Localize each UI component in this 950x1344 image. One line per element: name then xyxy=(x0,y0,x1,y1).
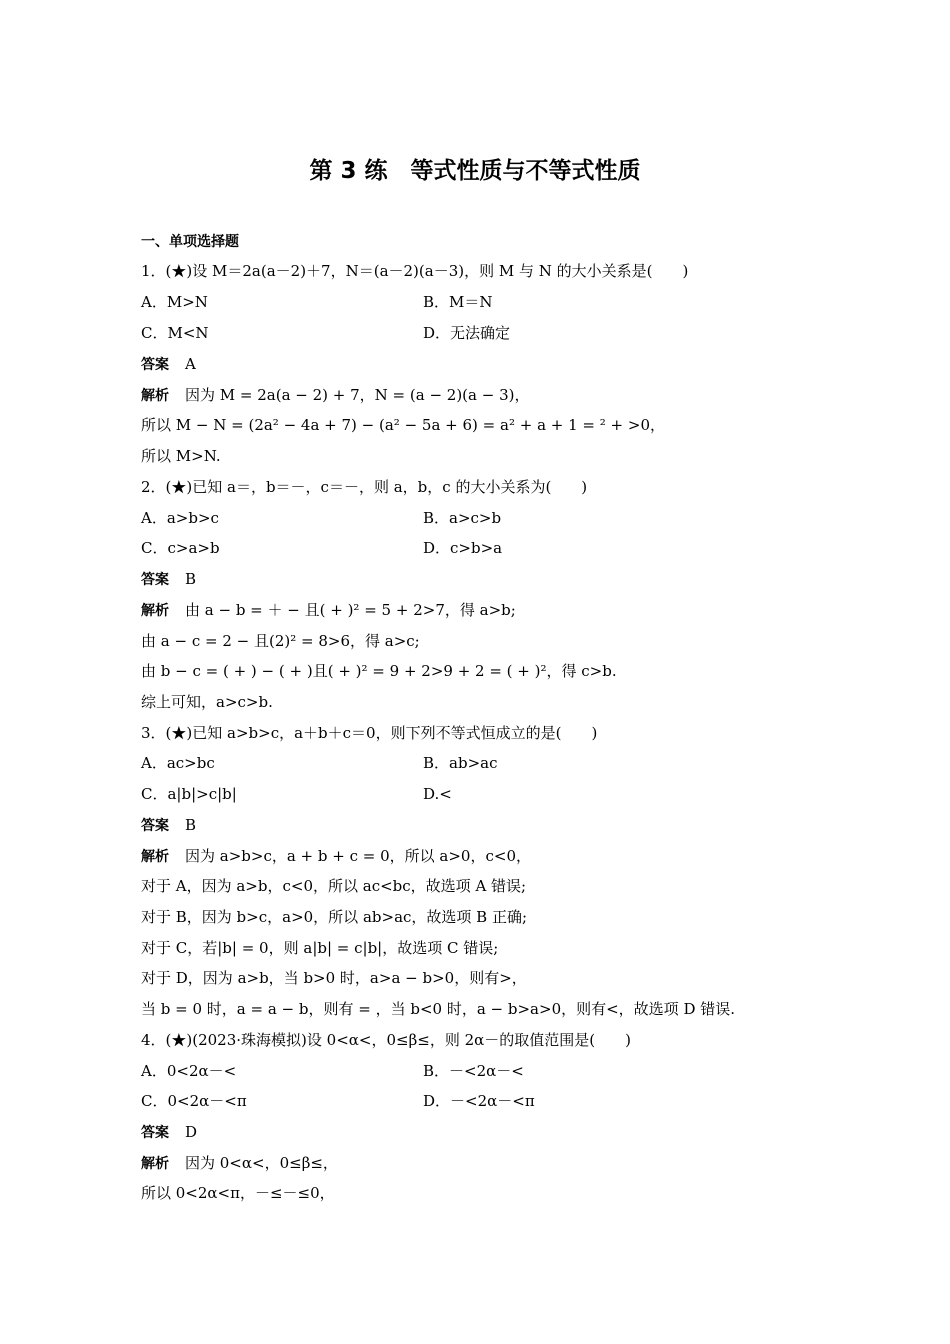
q1-analysis-line-3: 所以 M>N. xyxy=(141,447,221,465)
section-heading: 一、单项选择题 xyxy=(141,234,239,250)
q3-analysis-line-1 xyxy=(141,845,531,868)
q1-option-a: A．M>N xyxy=(141,293,208,311)
question-2-stem: 2．(★)已知 a＝，b＝－，c＝－，则 a，b，c 的大小关系为( ) xyxy=(141,478,588,496)
q1-analysis-line-2: 所以 M − N = (2a² − 4a + 7) − (a² − 5a + 6) = a² + a + 1 = ² + >0， xyxy=(141,416,665,434)
q3-option-b: B．ab>ac xyxy=(423,754,498,772)
analysis-label: 解析 xyxy=(141,388,169,404)
q4-answer-value: D xyxy=(185,1123,198,1141)
q4-analysis-line-2: 所以 0<2α<π，－≤－≤0， xyxy=(141,1184,335,1202)
q3-answer-value: B xyxy=(185,816,197,834)
question-1-stem: 1．(★)设 M＝2a(a－2)＋7，N＝(a－2)(a－3)，则 M 与 N 的大小关系是( ) xyxy=(141,262,689,280)
q1-analysis-text: 因为 M = 2a(a − 2) + 7，N = (a − 2)(a − 3)， xyxy=(185,386,530,404)
page-title: 第 3 练 等式性质与不等式性质 xyxy=(309,158,641,184)
q2-answer-value: B xyxy=(185,570,197,588)
q1-option-d: D．无法确定 xyxy=(423,324,511,342)
q3-analysis-line-2: 对于 A，因为 a>b，c<0，所以 ac<bc，故选项 A 错误; xyxy=(141,877,527,895)
q4-option-b: B．－<2α－< xyxy=(423,1062,524,1080)
q1-option-b: B．M＝N xyxy=(423,293,493,311)
q4-option-c: C．0<2α－<π xyxy=(141,1092,247,1110)
q4-option-d: D．－<2α－<π xyxy=(423,1092,535,1110)
q2-analysis-line-4: 综上可知，a>c>b. xyxy=(141,693,273,711)
q2-analysis-line-3: 由 b − c = ( + ) − ( + )且( + )² = 9 + 2>9 + 2 = ( + )²，得 c>b. xyxy=(141,662,617,680)
analysis-label: 解析 xyxy=(141,1156,169,1172)
q1-answer xyxy=(141,353,196,376)
q1-option-c: C．M<N xyxy=(141,324,209,342)
answer-label: 答案 xyxy=(141,1125,169,1141)
analysis-label: 解析 xyxy=(141,603,169,619)
q4-analysis-line-1 xyxy=(141,1152,338,1175)
q3-answer xyxy=(141,814,196,837)
q2-option-c: C．c>a>b xyxy=(141,539,220,557)
answer-label: 答案 xyxy=(141,357,169,373)
q3-analysis-line-3: 对于 B，因为 b>c，a>0，所以 ab>ac，故选项 B 正确; xyxy=(141,908,528,926)
q3-option-a: A．ac>bc xyxy=(141,754,215,772)
q3-option-c: C．a|b|>c|b| xyxy=(141,785,237,803)
q3-analysis-text: 因为 a>b>c，a + b + c = 0，所以 a>0，c<0， xyxy=(185,847,531,865)
q2-analysis-line-1 xyxy=(141,599,516,622)
question-4-stem: 4．(★)(2023·珠海模拟)设 0<α<，0≤β≤，则 2α－的取值范围是( ) xyxy=(141,1031,631,1049)
q2-analysis-line-2: 由 a − c = 2 − 且(2)² = 8>6，得 a>c; xyxy=(141,632,420,650)
q2-analysis-text: 由 a − b = ＋ − 且( + )² = 5 + 2>7，得 a>b; xyxy=(185,601,516,619)
q3-analysis-line-4: 对于 C，若|b| = 0，则 a|b| = c|b|，故选项 C 错误; xyxy=(141,939,499,957)
answer-label: 答案 xyxy=(141,572,169,588)
analysis-label: 解析 xyxy=(141,849,169,865)
q3-analysis-line-5: 对于 D，因为 a>b，当 b>0 时，a>a − b>0，则有>， xyxy=(141,969,527,987)
answer-label: 答案 xyxy=(141,818,169,834)
q2-option-d: D．c>b>a xyxy=(423,539,503,557)
q4-analysis-text: 因为 0<α<，0≤β≤， xyxy=(185,1154,338,1172)
q2-answer xyxy=(141,568,196,591)
q3-option-d: D.< xyxy=(423,785,452,803)
q4-option-a: A．0<2α－< xyxy=(141,1062,237,1080)
question-3-stem: 3．(★)已知 a>b>c，a＋b＋c＝0，则下列不等式恒成立的是( ) xyxy=(141,724,598,742)
q1-analysis-line-1 xyxy=(141,384,529,407)
q2-option-b: B．a>c>b xyxy=(423,509,502,527)
q2-option-a: A．a>b>c xyxy=(141,509,219,527)
q3-analysis-line-6: 当 b = 0 时，a = a − b，则有 = ，当 b<0 时，a − b>a>0，则有<，故选项 D 错误. xyxy=(141,1000,736,1018)
q4-answer xyxy=(141,1121,197,1144)
q1-answer-value: A xyxy=(185,355,196,373)
